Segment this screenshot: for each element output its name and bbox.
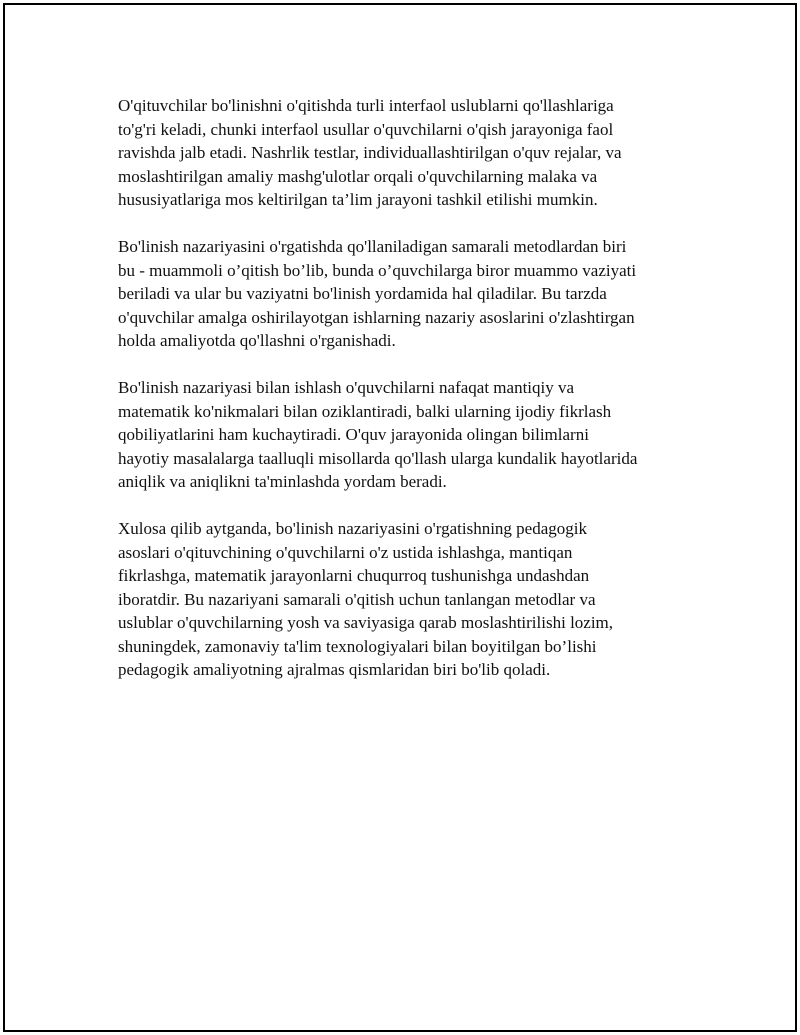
- paragraph-problem-based-learning: Bo'linish nazariyasini o'rgatishda qo'llaniladigan samarali metodlardan biri bu - muammoli o’qitish bo’lib, bunda o’quvchilarga biror muammo vaziyati beriladi va ular bu vaziyatni bo'linish yordamida hal qiladilar. Bu tarzda o'quvchilar amalga oshirilayotgan ishlarning nazariy asoslarini o'zlashtirgan holda amaliyotda qo'llashni o'rganishadi.: [118, 237, 637, 350]
- paragraph-skills-development: Bo'linish nazariyasi bilan ishlash o'quvchilarni nafaqat mantiqiy va matematik ko'nikmalari bilan oziklantiradi, balki ularning ijodiy fikrlash qobiliyatlarini ham kuchaytiradi. O'quv jarayonida olingan bilimlarni hayotiy masalalarga taalluqli misollarda qo'llash ularga kundalik hayotlarida aniqlik va aniqlikni ta'minlashda yordam beradi.: [118, 378, 638, 491]
- document-body: [118, 94, 698, 705]
- paragraph-conclusion: Xulosa qilib aytganda, bo'linish nazariyasini o'rgatishning pedagogik asoslari o'qituvchining o'quvchilarni o'z ustida ishlashga, mantiqan fikrlashga, matematik jarayonlarni chuqurroq tushunishga undashdan iboratdir. Bu nazariyani samarali o'qitish uchun tanlangan metodlar va uslublar o'quvchilarning yosh va saviyasiga qarab moslashtirilishi lozim, shuningdek, zamonaviy ta'lim texnologiyalari bilan boyitilgan bo’lishi pedagogik amaliyotning ajralmas qismlaridan biri bo'lib qoladi.: [118, 519, 614, 679]
- paragraph-interactive-methods: O'qituvchilar bo'linishni o'qitishda turli interfaol uslublarni qo'llashlariga to'g'ri keladi, chunki interfaol usullar o'quvchilarni o'qish jarayoniga faol ravishda jalb etadi. Nashrlik testlar, individuallashtirilgan o'quv rejalar, va moslashtirilgan amaliy mashg'ulotlar orqali o'quvchilarning malaka va hususiyatlariga mos keltirilgan ta’lim jarayoni tashkil etilishi mumkin.: [118, 96, 622, 209]
